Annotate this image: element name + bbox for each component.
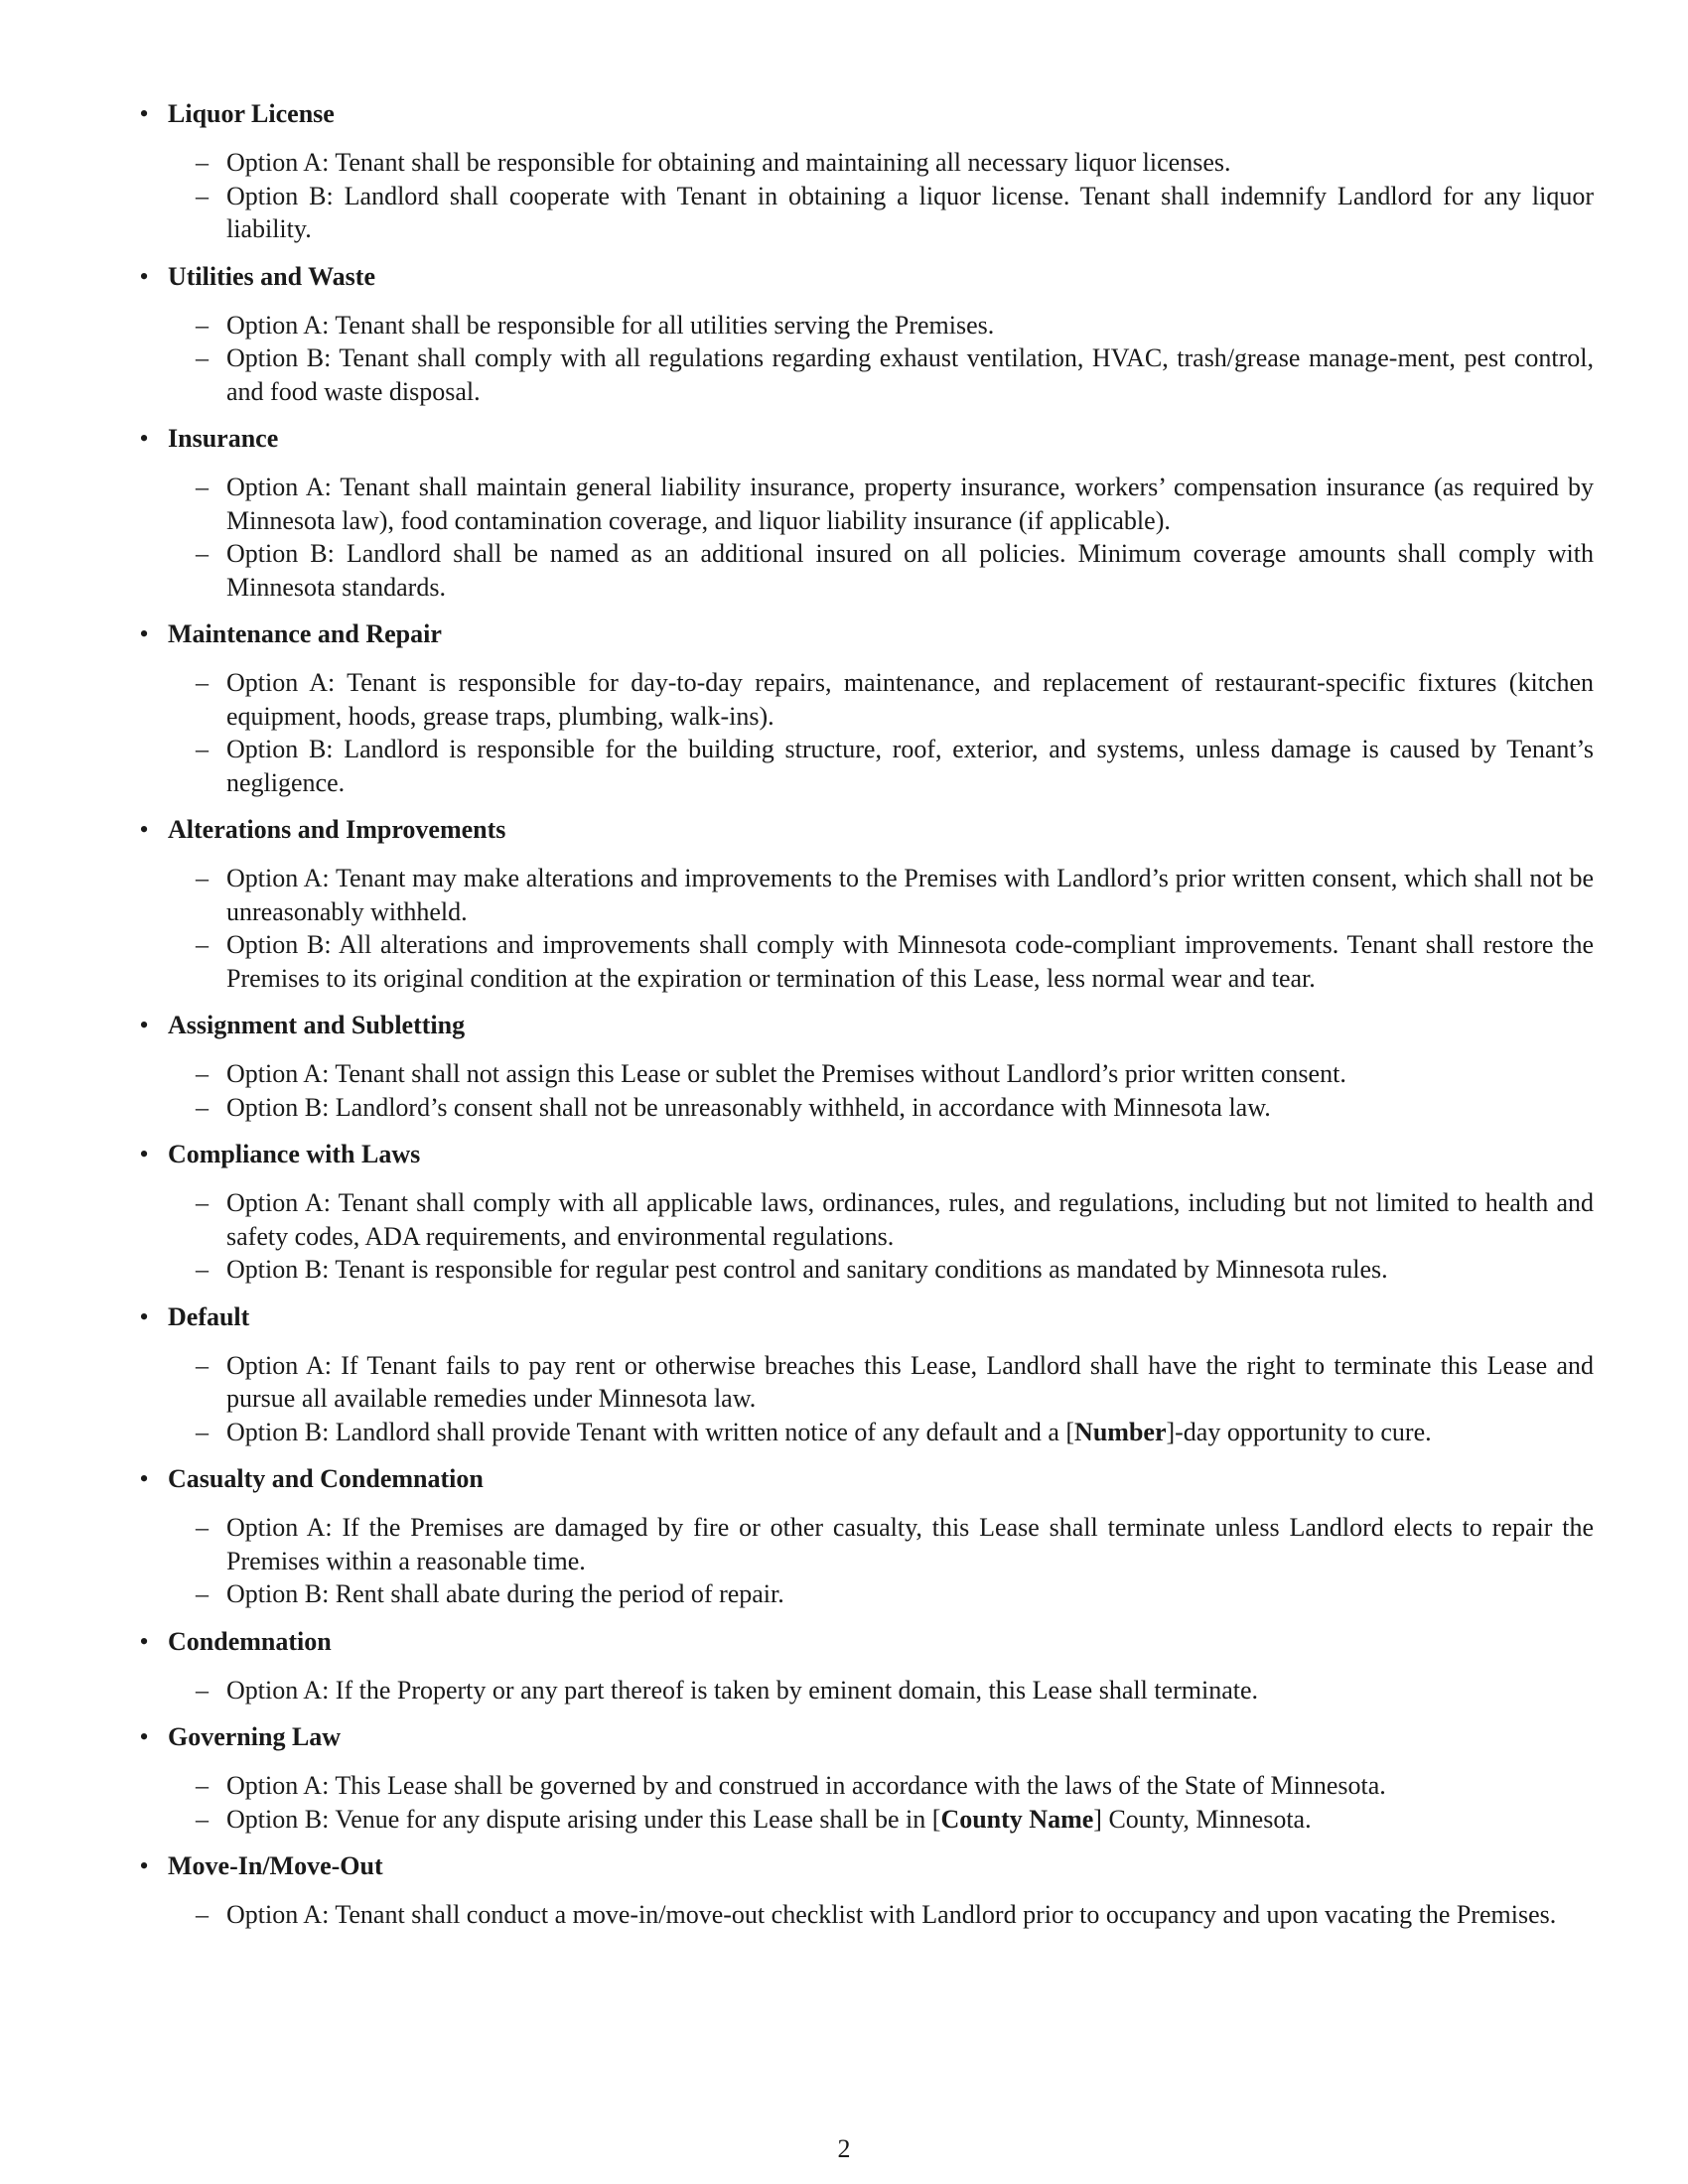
dash-icon: –: [196, 1092, 209, 1122]
section-heading: [134, 1009, 1594, 1041]
option-list: [134, 1898, 1594, 1932]
dash-icon: –: [196, 473, 209, 501]
bullet-icon: •: [139, 1851, 149, 1880]
option-list: [134, 309, 1594, 409]
lease-section: [134, 422, 1594, 604]
bullet-icon: •: [139, 1722, 149, 1751]
option-item: [134, 471, 1594, 537]
section-heading: [134, 1462, 1594, 1495]
option-item: [134, 1511, 1594, 1577]
section-title: Governing Law: [168, 1722, 342, 1751]
option-text: Option B: Landlord shall be named as an additional insured on all policies. Minimum coverage amounts shall comply with Minnesota standards.: [226, 539, 1594, 602]
section-title: Casualty and Condemnation: [168, 1464, 484, 1493]
section-title: Default: [168, 1301, 250, 1331]
lease-section: [134, 1300, 1594, 1449]
option-list: [134, 1674, 1594, 1707]
section-title: Move-In/Move-Out: [168, 1851, 383, 1880]
dash-icon: –: [196, 1900, 209, 1929]
dash-icon: –: [196, 1804, 209, 1834]
section-title: Maintenance and Repair: [168, 619, 442, 648]
bullet-icon: •: [139, 1464, 149, 1493]
section-title: Alterations and Improvements: [168, 815, 506, 844]
lease-section: [134, 1849, 1594, 1932]
dash-icon: –: [196, 310, 209, 340]
dash-icon: –: [196, 1417, 209, 1446]
section-title: Liquor License: [168, 99, 335, 128]
option-list: [134, 146, 1594, 246]
option-item: [134, 1416, 1594, 1449]
option-item: [134, 1577, 1594, 1611]
lease-section: [134, 1462, 1594, 1611]
option-text: Option A: Tenant is responsible for day-to-day repairs, maintenance, and replacement of restaurant-specific fixtures (kitchen equipment, hoods, grease traps, plumbing, walk-ins).: [226, 668, 1594, 731]
section-title: Condemnation: [168, 1626, 332, 1656]
dash-icon: –: [196, 1675, 209, 1705]
option-item: [134, 666, 1594, 733]
dash-icon: –: [196, 930, 209, 959]
option-list: [134, 1057, 1594, 1124]
page-number: 2: [837, 2134, 851, 2163]
option-item: [134, 341, 1594, 408]
option-item: [134, 1769, 1594, 1803]
bullet-icon: •: [139, 1140, 149, 1168]
bullet-icon: •: [139, 815, 149, 844]
option-text: Option B: Venue for any dispute arising under this Lease shall be in [: [226, 1804, 941, 1834]
option-text: Option A: If Tenant fails to pay rent or otherwise breaches this Lease, Landlord shall have the right to terminate this Lease and pursue all available remedies under Minnesota law.: [226, 1350, 1594, 1413]
dash-icon: –: [196, 1350, 209, 1380]
option-text: Option A: Tenant shall be responsible for obtaining and maintaining all necessary liquor licenses.: [226, 148, 1231, 177]
option-text: Option B: Landlord is responsible for the building structure, roof, exterior, and systems, unless damage is caused by Tenant’s negligence.: [226, 735, 1594, 797]
lease-section: [134, 97, 1594, 246]
option-text: Option B: Rent shall abate during the period of repair.: [226, 1579, 784, 1608]
option-item: [134, 146, 1594, 180]
option-list: [134, 471, 1594, 604]
bullet-icon: •: [139, 1011, 149, 1039]
section-title: Utilities and Waste: [168, 261, 375, 291]
section-heading: [134, 1849, 1594, 1882]
dash-icon: –: [196, 1579, 209, 1608]
option-item: [134, 1898, 1594, 1932]
option-item: [134, 862, 1594, 928]
dash-icon: –: [196, 148, 209, 177]
dash-icon: –: [196, 539, 209, 568]
option-list: [134, 666, 1594, 799]
bullet-icon: •: [139, 1301, 149, 1331]
bullet-icon: •: [139, 1626, 149, 1656]
section-title: Insurance: [168, 424, 279, 453]
dash-icon: –: [196, 1255, 209, 1284]
dash-icon: –: [196, 343, 209, 372]
lease-section: [134, 813, 1594, 995]
lease-sections: [134, 97, 1594, 1946]
option-text: Option A: This Lease shall be governed by and construed in accordance with the laws of the State of Minnesota.: [226, 1771, 1386, 1800]
option-item: [134, 309, 1594, 342]
section-heading: [134, 1720, 1594, 1753]
option-text: Option A: Tenant shall not assign this Lease or sublet the Premises without Landlord’s prior written consent.: [226, 1059, 1346, 1088]
bullet-icon: •: [139, 424, 149, 453]
bullet-icon: •: [139, 261, 149, 291]
option-list: [134, 862, 1594, 995]
option-text: Option A: If the Property or any part thereof is taken by eminent domain, this Lease shall terminate.: [226, 1675, 1258, 1705]
section-heading: [134, 1625, 1594, 1658]
dash-icon: –: [196, 668, 209, 697]
option-text: Option B: Landlord’s consent shall not be unreasonably withheld, in accordance with Minnesota law.: [226, 1092, 1271, 1122]
section-heading: [134, 422, 1594, 455]
lease-section: [134, 617, 1594, 799]
dash-icon: –: [196, 1059, 209, 1088]
option-item: [134, 180, 1594, 246]
lease-section: [134, 1720, 1594, 1836]
option-item: [134, 1186, 1594, 1253]
option-text: ]-day opportunity to cure.: [1166, 1417, 1432, 1446]
option-text: Option A: Tenant shall maintain general liability insurance, property insurance, workers’ compensation insurance (as required by Minnesota law), food contamination coverage, and liquor liability insurance (if applicable).: [226, 473, 1594, 535]
option-text: Option A: Tenant may make alterations and improvements to the Premises with Landlord’s prior written consent, which shall not be unreasonably withheld.: [226, 864, 1594, 926]
dash-icon: –: [196, 864, 209, 892]
option-text: Option B: Landlord shall provide Tenant with written notice of any default and a [: [226, 1417, 1075, 1446]
option-item: [134, 537, 1594, 604]
option-text: Option A: Tenant shall be responsible for all utilities serving the Premises.: [226, 310, 995, 340]
option-text: Option A: Tenant shall conduct a move-in/move-out checklist with Landlord prior to occupancy and upon vacating the Premises.: [226, 1900, 1557, 1929]
option-text: Option B: Tenant is responsible for regular pest control and sanitary conditions as mandated by Minnesota rules.: [226, 1255, 1388, 1284]
lease-section: [134, 1009, 1594, 1124]
dash-icon: –: [196, 1771, 209, 1800]
lease-section: [134, 1625, 1594, 1707]
option-item: [134, 1349, 1594, 1416]
dash-icon: –: [196, 735, 209, 763]
placeholder-field: County Name: [940, 1804, 1094, 1834]
section-heading: [134, 97, 1594, 130]
section-title: Compliance with Laws: [168, 1140, 421, 1168]
section-heading: [134, 260, 1594, 293]
placeholder-field: Number: [1074, 1417, 1167, 1446]
option-text: ] County, Minnesota.: [1093, 1804, 1312, 1834]
option-list: [134, 1511, 1594, 1611]
option-list: [134, 1186, 1594, 1287]
section-heading: [134, 617, 1594, 650]
bullet-icon: •: [139, 619, 149, 648]
option-text: Option B: All alterations and improvements shall comply with Minnesota code-compliant improvements. Tenant shall restore the Premises to its original condition at the expiration or termination of this Lease, less normal wear and tear.: [226, 930, 1594, 993]
option-text: Option A: Tenant shall comply with all applicable laws, ordinances, rules, and regulations, including but not limited to health and safety codes, ADA requirements, and environmental regulations.: [226, 1188, 1594, 1251]
option-list: [134, 1769, 1594, 1836]
option-list: [134, 1349, 1594, 1449]
dash-icon: –: [196, 1188, 209, 1217]
dash-icon: –: [196, 1513, 209, 1542]
option-item: [134, 1674, 1594, 1707]
option-item: [134, 1803, 1594, 1837]
bullet-icon: •: [139, 99, 149, 128]
lease-section: [134, 1138, 1594, 1287]
option-text: Option A: If the Premises are damaged by fire or other casualty, this Lease shall terminate unless Landlord elects to repair the Premises within a reasonable time.: [226, 1513, 1594, 1575]
option-item: [134, 1253, 1594, 1287]
option-item: [134, 733, 1594, 799]
option-item: [134, 1091, 1594, 1125]
section-heading: [134, 1300, 1594, 1333]
option-text: Option B: Landlord shall cooperate with Tenant in obtaining a liquor license. Tenant shall indemnify Landlord for any liquor liability.: [226, 181, 1594, 243]
section-heading: [134, 813, 1594, 846]
section-title: Assignment and Subletting: [168, 1011, 466, 1039]
lease-section: [134, 260, 1594, 409]
option-item: [134, 928, 1594, 995]
dash-icon: –: [196, 181, 209, 210]
section-heading: [134, 1138, 1594, 1170]
option-text: Option B: Tenant shall comply with all regulations regarding exhaust ventilation, HVAC, trash/grease manage-ment, pest control, and food waste disposal.: [226, 343, 1594, 406]
option-item: [134, 1057, 1594, 1091]
